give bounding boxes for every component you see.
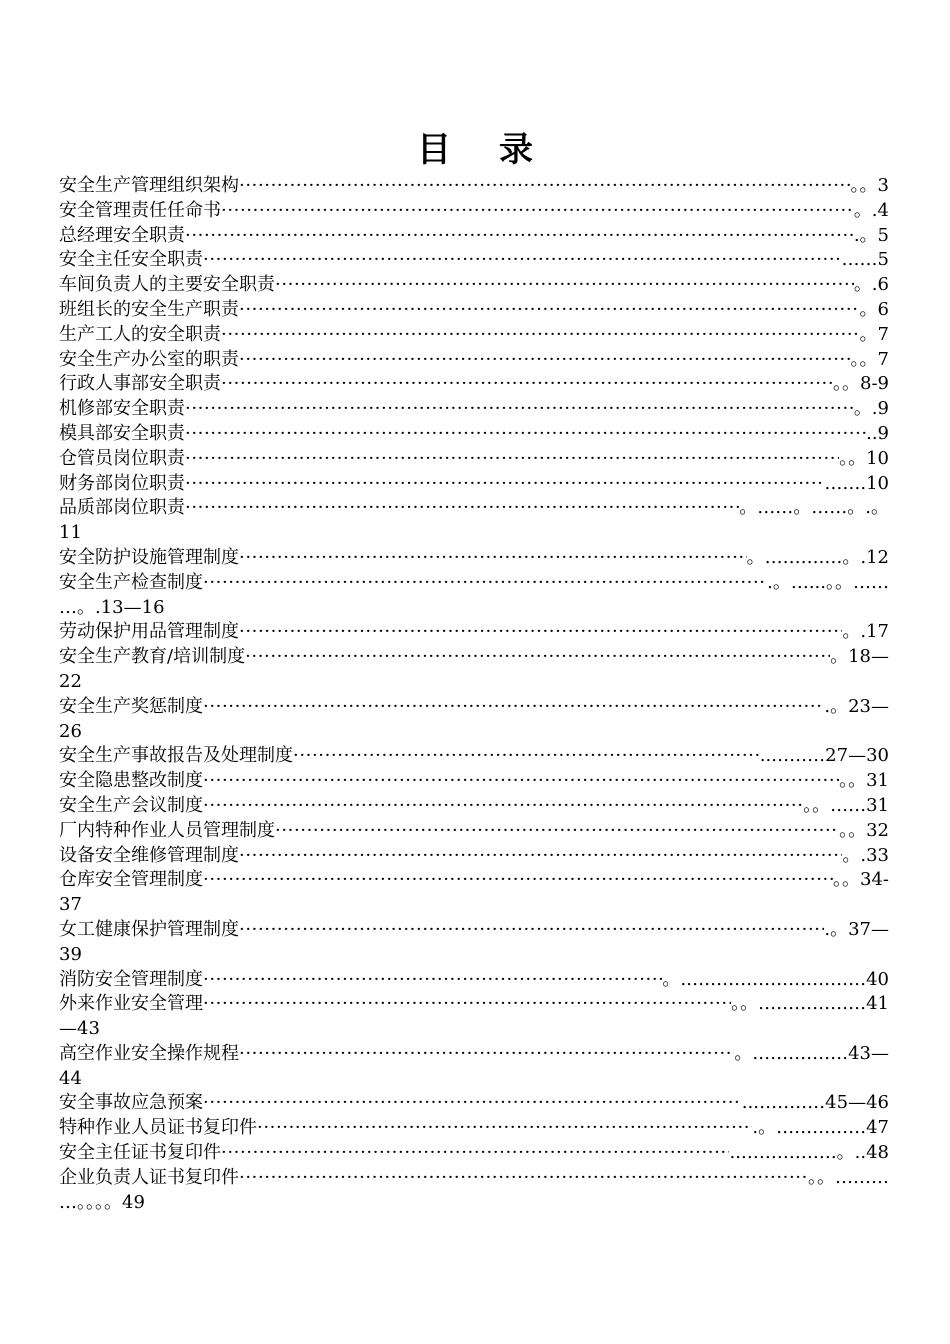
toc-entry-page: 。18—: [830, 646, 889, 668]
toc-entry-page: .。23—: [824, 695, 889, 717]
toc-entry-title: 仓库安全管理制度: [59, 869, 203, 891]
title-right-char: 录: [499, 130, 533, 170]
toc-leader-dots: [203, 992, 731, 1017]
toc-leader-dots: [185, 496, 739, 521]
toc-entry-page: 。6: [859, 298, 889, 320]
toc-entry-title: 女工健康保护管理制度: [59, 918, 239, 940]
toc-entry-title: 消防安全管理制度: [59, 968, 203, 990]
toc-entry[interactable]: [59, 496, 889, 521]
toc-entry[interactable]: [59, 273, 889, 298]
toc-leader-dots: [275, 273, 854, 298]
toc-leader-dots: [239, 918, 824, 943]
toc-entry[interactable]: [59, 447, 889, 472]
toc-leader-dots: [239, 546, 747, 571]
toc-entry-title: 生产工人的安全职责: [59, 323, 221, 345]
toc-entry-title: 安全隐患整改制度: [59, 770, 203, 792]
toc-entry-page: 。.17: [842, 621, 889, 643]
toc-entry[interactable]: [59, 397, 889, 422]
toc-entry-title: 特种作业人员证书复印件: [59, 1117, 257, 1139]
toc-entry[interactable]: [59, 695, 889, 720]
toc-entry-page: .。……………47: [752, 1117, 889, 1139]
toc-leader-dots: [239, 348, 851, 373]
toc-entry-page: .。5: [853, 224, 889, 246]
toc-entry[interactable]: [59, 769, 889, 794]
toc-entry-title: 劳动保护用品管理制度: [59, 621, 239, 643]
toc-leader-dots: [203, 695, 824, 720]
toc-leader-dots: [239, 174, 851, 199]
toc-entry[interactable]: [59, 1141, 889, 1166]
toc-entry-page: 。。34-: [833, 869, 889, 891]
toc-entry-page: 。。………: [808, 1166, 889, 1188]
toc-entry-page: 。.…………………………40: [662, 968, 889, 990]
toc-entry-title: 班组长的安全生产职责: [59, 298, 239, 320]
toc-entry[interactable]: [59, 199, 889, 224]
toc-entry-page: 。……。……。.。: [739, 497, 889, 519]
toc-entry-title: 安全生产检查制度: [59, 571, 203, 593]
title-left-char: 目: [417, 130, 451, 170]
toc-entry[interactable]: [59, 174, 889, 199]
toc-leader-dots: [185, 472, 824, 497]
toc-entry[interactable]: [59, 1042, 889, 1067]
toc-entry-title: 行政人事部安全职责: [59, 373, 221, 395]
toc-leader-dots: [239, 1166, 808, 1191]
toc-entry-title: 厂内特种作业人员管理制度: [59, 819, 275, 841]
toc-leader-dots: [275, 819, 839, 844]
toc-entry-page: 。.33: [842, 844, 889, 866]
toc-entry[interactable]: [59, 571, 889, 596]
toc-entry-page: 。.……………43—: [734, 1042, 889, 1064]
toc-leader-dots: [203, 868, 833, 893]
toc-entry-continuation: 11: [59, 522, 82, 544]
toc-entry[interactable]: [59, 992, 889, 1017]
toc-entry-title: 安全主任证书复印件: [59, 1142, 221, 1164]
toc-entry[interactable]: [59, 744, 889, 769]
toc-entry-continuation: —43: [59, 1018, 100, 1040]
page-title: [0, 128, 950, 172]
toc-entry-page: 。。3: [850, 175, 889, 196]
toc-entry-title: 企业负责人证书复印件: [59, 1166, 239, 1188]
toc-entry-title: 安全防护设施管理制度: [59, 546, 239, 568]
toc-leader-dots: [221, 1141, 729, 1166]
toc-leader-dots: [245, 645, 830, 670]
toc-entry[interactable]: [59, 422, 889, 447]
toc-entry-page: 。。31: [839, 770, 889, 792]
toc-entry-title: 品质部岗位职责: [59, 497, 185, 519]
toc-entry[interactable]: [59, 620, 889, 645]
toc-entry[interactable]: [59, 298, 889, 323]
toc-entry[interactable]: [59, 546, 889, 571]
toc-leader-dots: [239, 298, 860, 323]
toc-leader-dots: [221, 323, 860, 348]
toc-entry-title: 安全生产办公室的职责: [59, 348, 239, 370]
toc-entry-page: 。。8-9: [833, 373, 889, 395]
toc-entry[interactable]: [59, 372, 889, 397]
toc-entry-title: 总经理安全职责: [59, 224, 185, 246]
toc-entry[interactable]: [59, 794, 889, 819]
toc-entry[interactable]: [59, 1116, 889, 1141]
toc-leader-dots: [293, 744, 760, 769]
toc-leader-dots: [185, 397, 854, 422]
toc-entry-continuation: …。.13—16: [59, 596, 165, 618]
toc-entry[interactable]: [59, 348, 889, 373]
toc-entry-continuation: …。。。。49: [59, 1191, 145, 1213]
toc-entry-title: 安全生产管理组织架构: [59, 175, 239, 196]
toc-entry-title: 安全生产教育/培训制度: [59, 646, 246, 668]
toc-entry-title: 设备安全维修管理制度: [59, 844, 239, 866]
toc-entry[interactable]: [59, 248, 889, 273]
toc-entry[interactable]: [59, 323, 889, 348]
toc-entry-page: 。.9: [853, 398, 889, 420]
toc-leader-dots: [239, 844, 842, 869]
toc-leader-dots: [239, 620, 842, 645]
toc-entry[interactable]: [59, 968, 889, 993]
toc-entry-page: 。……….…。.12: [746, 546, 889, 568]
toc-entry-page: 。.4: [853, 199, 889, 221]
toc-entry-page: 。.6: [853, 274, 889, 296]
toc-entry[interactable]: [59, 224, 889, 249]
toc-entry-title: 安全事故应急预案: [59, 1092, 203, 1114]
toc-leader-dots: [185, 422, 866, 447]
toc-entry[interactable]: [59, 918, 889, 943]
toc-entry-page: ……5: [841, 249, 889, 271]
toc-entry-title: 模具部安全职责: [59, 422, 185, 444]
toc-entry-page: 。。………………41: [731, 993, 889, 1015]
toc-entry-page: .。37—: [824, 918, 889, 940]
toc-entry-title: 车间负责人的主要安全职责: [59, 274, 275, 296]
toc-entry[interactable]: [59, 1166, 889, 1191]
toc-leader-dots: [239, 1042, 734, 1067]
toc-entry-title: 高空作业安全操作规程: [59, 1042, 239, 1064]
toc-entry-continuation: 39: [59, 943, 82, 965]
toc-entry-title: 机修部安全职责: [59, 398, 185, 420]
toc-entry[interactable]: [59, 819, 889, 844]
toc-entry-continuation: 44: [59, 1067, 82, 1089]
toc-entry-page: ..…………….。..48: [729, 1142, 889, 1164]
toc-entry-title: 安全主任安全职责: [59, 249, 203, 271]
toc-entry-page: .。…...。。……: [767, 571, 889, 593]
toc-leader-dots: [203, 968, 662, 993]
toc-leader-dots: [203, 794, 803, 819]
toc-entry-continuation: 26: [59, 720, 82, 742]
toc-entry-page: 。7: [859, 323, 889, 345]
toc-entry-page: 。。10: [839, 447, 889, 469]
toc-entry-title: 安全生产事故报告及处理制度: [59, 745, 293, 767]
toc-entry[interactable]: [59, 1091, 889, 1116]
toc-entry-page: 。。32: [839, 819, 889, 841]
toc-entry-page: 。。7: [850, 348, 889, 370]
toc-entry-page: ..…………45—46: [741, 1092, 889, 1114]
toc-entry[interactable]: [59, 472, 889, 497]
toc-entry-page: ..………27—30: [759, 745, 889, 767]
toc-leader-dots: [185, 447, 839, 472]
toc-leader-dots: [221, 199, 854, 224]
toc-entry-title: 外来作业安全管理: [59, 993, 203, 1015]
toc-leader-dots: [203, 1091, 742, 1116]
toc-entry-title: 仓管员岗位职责: [59, 447, 185, 469]
toc-entry-continuation: 22: [59, 670, 82, 692]
toc-entry-continuation: 37: [59, 894, 82, 916]
toc-leader-dots: [203, 769, 839, 794]
toc-entry[interactable]: [59, 844, 889, 869]
table-of-contents: [59, 174, 889, 1215]
toc-leader-dots: [257, 1116, 752, 1141]
toc-leader-dots: [185, 224, 854, 249]
toc-entry-title: 财务部岗位职责: [59, 472, 185, 494]
toc-entry-page: 。。……31: [803, 794, 889, 816]
toc-entry[interactable]: [59, 868, 889, 893]
toc-leader-dots: [221, 372, 833, 397]
toc-entry-title: 安全生产奖惩制度: [59, 695, 203, 717]
toc-leader-dots: [203, 571, 767, 596]
toc-entry-title: 安全管理责任任命书: [59, 199, 221, 221]
toc-entry[interactable]: [59, 645, 889, 670]
toc-leader-dots: [203, 248, 842, 273]
toc-entry-page: …….10: [824, 472, 889, 494]
toc-entry-title: 安全生产会议制度: [59, 794, 203, 816]
toc-entry-page: ..9: [866, 422, 889, 444]
